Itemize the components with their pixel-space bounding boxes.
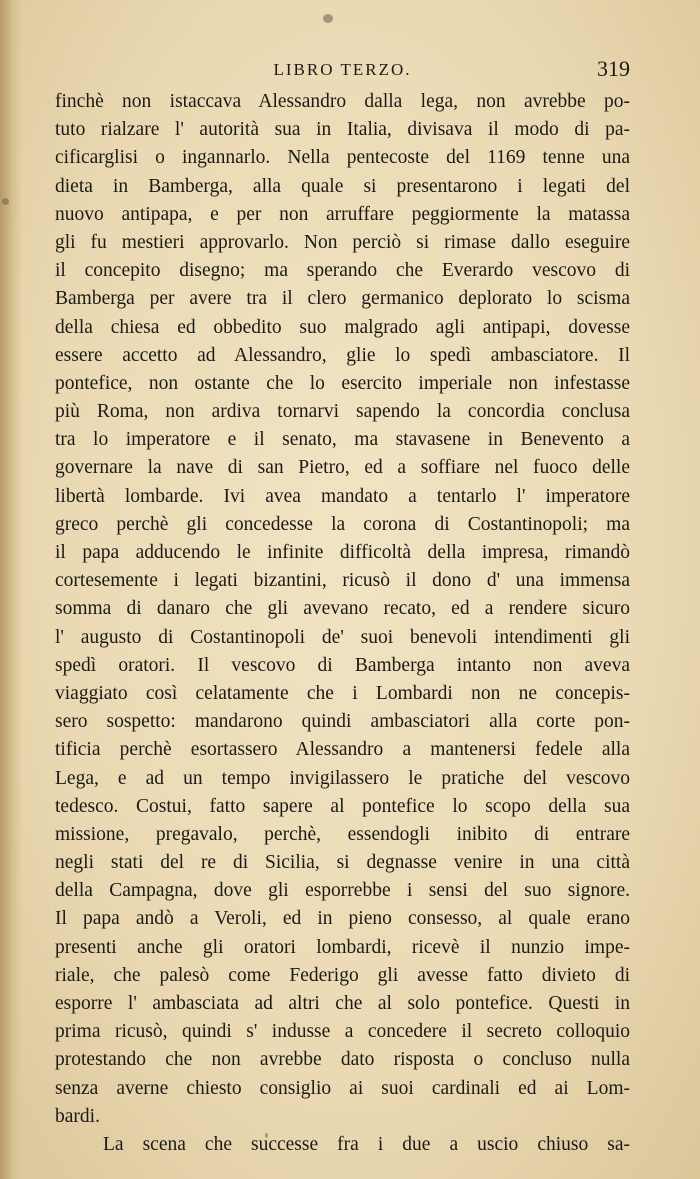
text-line: viaggiato così celatamente che i Lombardi non ne concepis-	[55, 682, 630, 704]
paragraph-start-line: La scena che successe fra i due a uscio chiuso sa-	[103, 1133, 630, 1155]
page-header	[55, 56, 630, 86]
text-line: governare la nave di san Pietro, ed a soffiare nel fuoco delle	[55, 457, 630, 479]
text-line: tedesco. Costui, fatto sapere al pontefice lo scopo della sua	[55, 795, 630, 817]
text-line: della chiesa ed obbedito suo malgrado agli antipapi, dovesse	[55, 316, 630, 338]
text-line: gli fu mestieri approvarlo. Non perciò si rimase dallo eseguire	[55, 231, 630, 253]
text-line: finchè non istaccava Alessandro dalla lega, non avrebbe po-	[55, 91, 630, 112]
ink-spot	[323, 14, 333, 23]
text-line: protestando che non avrebbe dato risposta o concluso nulla	[55, 1049, 630, 1071]
text-line: presenti anche gli oratori lombardi, ricevè il nunzio impe-	[55, 936, 630, 958]
text-line: sero sospetto: mandarono quindi ambasciatori alla corte pon-	[55, 711, 630, 733]
text-line: greco perchè gli concedesse la corona di Costantinopoli; ma	[55, 513, 630, 535]
text-line: l' augusto di Costantinopoli de' suoi benevoli intendimenti gli	[55, 626, 630, 648]
text-line: tificia perchè esortassero Alessandro a mantenersi fedele alla	[55, 739, 630, 761]
text-line: pontefice, non ostante che lo esercito imperiale non infestasse	[55, 372, 630, 394]
page-number: 319	[597, 56, 630, 81]
paragraph-end-line: bardi.	[55, 1105, 100, 1127]
text-line: cortesemente i legati bizantini, ricusò il dono d' una immensa	[55, 570, 630, 592]
text-line: Il papa andò a Veroli, ed in pieno consesso, al quale erano	[55, 908, 630, 930]
text-line: dieta in Bamberga, alla quale si presentarono i legati del	[55, 175, 630, 197]
text-line: Bamberga per avere tra il clero germanico deplorato lo scisma	[55, 288, 630, 310]
text-line: senza averne chiesto consiglio ai suoi cardinali ed ai Lom-	[55, 1077, 630, 1099]
text-line: nuovo antipapa, e per non arruffare peggiormente la matassa	[55, 203, 630, 225]
text-line: cificarglisi o ingannarlo. Nella pentecoste del 1169 tenne una	[55, 147, 630, 169]
body-text	[55, 88, 630, 1159]
running-head: LIBRO TERZO.	[273, 60, 412, 79]
text-line: essere accetto ad Alessandro, glie lo spedì ambasciatore. Il	[55, 344, 630, 366]
text-line: tra lo imperatore e il senato, ma stavasene in Benevento a	[55, 429, 630, 451]
text-line: spedì oratori. Il vescovo di Bamberga intanto non aveva	[55, 654, 630, 676]
text-line: tuto rialzare l' autorità sua in Italia, divisava il modo di pa-	[55, 119, 630, 141]
text-line: il papa adducendo le infinite difficoltà della impresa, rimandò	[55, 542, 630, 563]
text-line: prima ricusò, quindi s' indusse a concedere il secreto colloquio	[55, 1021, 630, 1043]
text-line: più Roma, non ardiva tornarvi sapendo la concordia conclusa	[55, 401, 630, 423]
page-gutter-shadow	[0, 0, 22, 1179]
text-line: negli stati del re di Sicilia, si degnasse venire in una città	[55, 852, 630, 874]
text-line: somma di danaro che gli avevano recato, ed a rendere sicuro	[55, 598, 630, 620]
text-line: Lega, e ad un tempo invigilassero le pratiche del vescovo	[55, 767, 630, 789]
text-line: missione, pregavalo, perchè, essendogli inibito di entrare	[55, 823, 630, 845]
text-line: esporre l' ambasciata ad altri che al solo pontefice. Questi in	[55, 993, 630, 1014]
text-line: riale, che palesò come Federigo gli avesse fatto divieto di	[55, 964, 630, 986]
text-line: libertà lombarde. Ivi avea mandato a tentarlo l' imperatore	[55, 485, 630, 507]
text-line: il concepito disegno; ma sperando che Everardo vescovo di	[55, 260, 630, 282]
text-line: della Campagna, dove gli esporrebbe i sensi del suo signore.	[55, 880, 630, 902]
ink-spot	[2, 198, 9, 205]
